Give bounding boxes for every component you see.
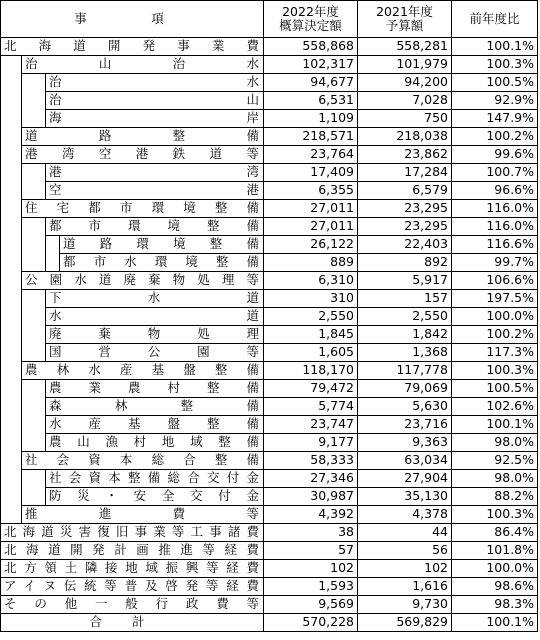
value-2022: 6,355	[264, 182, 358, 200]
ratio-value: 116.0%	[452, 218, 538, 236]
table-row	[1, 344, 538, 362]
total-label: 合計	[1, 614, 264, 632]
table-row	[1, 182, 538, 200]
table-row	[1, 398, 538, 416]
value-2021: 94,200	[358, 74, 452, 92]
ratio-value: 147.9%	[452, 110, 538, 128]
row-name: 治山	[46, 92, 264, 110]
value-2021: 750	[358, 110, 452, 128]
ratio-value: 98.3%	[452, 596, 538, 614]
row-name: 防災・安全交付金	[46, 488, 264, 506]
value-2022: 23,764	[264, 146, 358, 164]
row-name: 北海道災害復旧事業等工事諸費	[1, 524, 264, 542]
value-2021: 17,284	[358, 164, 452, 182]
ratio-value: 106.6%	[452, 272, 538, 290]
value-2021: 101,979	[358, 56, 452, 74]
table-row	[1, 128, 538, 146]
value-2022: 1,845	[264, 326, 358, 344]
row-name: 治山治水	[22, 56, 264, 74]
ratio-value: 86.4%	[452, 524, 538, 542]
ratio-value: 96.6%	[452, 182, 538, 200]
ratio-value: 100.1%	[452, 614, 538, 632]
value-2021: 1,368	[358, 344, 452, 362]
ratio-value: 100.0%	[452, 560, 538, 578]
ratio-value: 197.5%	[452, 290, 538, 308]
value-2021: 4,378	[358, 506, 452, 524]
value-2022: 570,228	[264, 614, 358, 632]
value-2022: 17,409	[264, 164, 358, 182]
indent-spacer	[22, 74, 46, 128]
table-row	[1, 452, 538, 470]
ratio-value: 100.3%	[452, 362, 538, 380]
table-row	[1, 542, 538, 560]
value-2022: 889	[264, 254, 358, 272]
table-row	[1, 524, 538, 542]
ratio-value: 100.2%	[452, 128, 538, 146]
value-2021: 23,716	[358, 416, 452, 434]
table-row	[1, 74, 538, 92]
row-name: 北海道開発計画推進等経費	[1, 542, 264, 560]
table-row	[1, 362, 538, 380]
value-2021: 23,862	[358, 146, 452, 164]
row-name: 海岸	[46, 110, 264, 128]
value-2021: 6,579	[358, 182, 452, 200]
value-2021: 23,295	[358, 200, 452, 218]
table-row	[1, 236, 538, 254]
value-2021: 1,842	[358, 326, 452, 344]
ratio-value: 102.6%	[452, 398, 538, 416]
row-name: 農業農村整備	[46, 380, 264, 398]
table-row	[1, 380, 538, 398]
row-name: 治水	[46, 74, 264, 92]
value-2022: 218,571	[264, 128, 358, 146]
value-2022: 102	[264, 560, 358, 578]
value-2021: 218,038	[358, 128, 452, 146]
value-2022: 23,747	[264, 416, 358, 434]
indent-spacer	[46, 236, 60, 272]
value-2022: 27,011	[264, 218, 358, 236]
value-2021: 79,069	[358, 380, 452, 398]
header-row	[1, 1, 538, 38]
table-row	[1, 560, 538, 578]
value-2022: 102,317	[264, 56, 358, 74]
value-2022: 310	[264, 290, 358, 308]
row-name: 道路環境整備	[60, 236, 264, 254]
value-2022: 26,122	[264, 236, 358, 254]
row-name: 下水道	[46, 290, 264, 308]
ratio-value: 101.8%	[452, 542, 538, 560]
value-2022: 94,677	[264, 74, 358, 92]
table-row	[1, 218, 538, 236]
table-row	[1, 308, 538, 326]
value-2022: 6,310	[264, 272, 358, 290]
value-2021: 117,778	[358, 362, 452, 380]
value-2022: 4,392	[264, 506, 358, 524]
indent-spacer	[22, 380, 46, 452]
value-2021: 569,829	[358, 614, 452, 632]
row-name: 農林水産基盤整備	[22, 362, 264, 380]
ratio-value: 100.0%	[452, 308, 538, 326]
row-name: 社会資本整備総合交付金	[46, 470, 264, 488]
value-2022: 5,774	[264, 398, 358, 416]
value-2021: 56	[358, 542, 452, 560]
ratio-value: 117.3%	[452, 344, 538, 362]
ratio-value: 98.0%	[452, 470, 538, 488]
header-2021: 2021年度 予算額	[358, 1, 452, 38]
value-2022: 57	[264, 542, 358, 560]
value-2022: 27,346	[264, 470, 358, 488]
ratio-value: 99.6%	[452, 146, 538, 164]
row-name: 水道	[46, 308, 264, 326]
row-name: 都市環境整備	[46, 218, 264, 236]
ratio-value: 92.9%	[452, 92, 538, 110]
ratio-value: 100.1%	[452, 416, 538, 434]
table-row	[1, 488, 538, 506]
ratio-value: 99.7%	[452, 254, 538, 272]
table-row	[1, 56, 538, 74]
row-name: 社会資本総合整備	[22, 452, 264, 470]
value-2022: 6,531	[264, 92, 358, 110]
row-name: 推進費等	[22, 506, 264, 524]
row-name: 国営公園等	[46, 344, 264, 362]
table-row	[1, 596, 538, 614]
value-2021: 27,904	[358, 470, 452, 488]
value-2022: 558,868	[264, 38, 358, 56]
ratio-value: 100.2%	[452, 326, 538, 344]
header-ratio: 前年度比	[452, 1, 538, 38]
ratio-value: 100.3%	[452, 56, 538, 74]
value-2021: 9,363	[358, 434, 452, 452]
table-row	[1, 290, 538, 308]
value-2022: 118,170	[264, 362, 358, 380]
ratio-value: 92.5%	[452, 452, 538, 470]
value-2022: 30,987	[264, 488, 358, 506]
value-2022: 58,333	[264, 452, 358, 470]
table-row	[1, 434, 538, 452]
value-2021: 5,630	[358, 398, 452, 416]
value-2022: 1,593	[264, 578, 358, 596]
table-row	[1, 254, 538, 272]
row-name: 住宅都市環境整備	[22, 200, 264, 218]
table-row	[1, 110, 538, 128]
ratio-value: 100.7%	[452, 164, 538, 182]
row-name: 空港	[46, 182, 264, 200]
indent-spacer	[22, 290, 46, 362]
row-name: 北海道開発事業費	[1, 38, 264, 56]
indent-spacer	[22, 218, 46, 272]
ratio-value: 100.5%	[452, 380, 538, 398]
row-name: 廃棄物処理	[46, 326, 264, 344]
value-2022: 2,550	[264, 308, 358, 326]
table-row	[1, 416, 538, 434]
value-2021: 558,281	[358, 38, 452, 56]
table-row	[1, 326, 538, 344]
table-row	[1, 92, 538, 110]
value-2021: 23,295	[358, 218, 452, 236]
value-2022: 79,472	[264, 380, 358, 398]
value-2022: 9,177	[264, 434, 358, 452]
value-2021: 44	[358, 524, 452, 542]
indent-spacer	[22, 164, 46, 200]
value-2021: 7,028	[358, 92, 452, 110]
ratio-value: 100.3%	[452, 506, 538, 524]
value-2021: 5,917	[358, 272, 452, 290]
value-2021: 2,550	[358, 308, 452, 326]
indent-spacer	[22, 470, 46, 506]
value-2021: 22,403	[358, 236, 452, 254]
value-2022: 38	[264, 524, 358, 542]
table-row	[1, 272, 538, 290]
value-2021: 63,034	[358, 452, 452, 470]
table-row	[1, 146, 538, 164]
row-name: アイヌ伝統等普及啓発等経費	[1, 578, 264, 596]
ratio-value: 116.0%	[452, 200, 538, 218]
ratio-value: 100.1%	[452, 38, 538, 56]
header-item: 事 項	[1, 1, 264, 38]
row-name: 港湾	[46, 164, 264, 182]
value-2021: 1,616	[358, 578, 452, 596]
value-2022: 9,569	[264, 596, 358, 614]
row-name: 農山漁村地域整備	[46, 434, 264, 452]
value-2022: 1,109	[264, 110, 358, 128]
table-row	[1, 470, 538, 488]
total-row	[1, 614, 538, 632]
table-row	[1, 200, 538, 218]
row-name: 公園水道廃棄物処理等	[22, 272, 264, 290]
value-2022: 27,011	[264, 200, 358, 218]
value-2021: 35,130	[358, 488, 452, 506]
value-2021: 892	[358, 254, 452, 272]
ratio-value: 98.0%	[452, 434, 538, 452]
value-2021: 157	[358, 290, 452, 308]
row-name: 都市水環境整備	[60, 254, 264, 272]
ratio-value: 98.6%	[452, 578, 538, 596]
row-name: その他一般行政費等	[1, 596, 264, 614]
row-name: 水産基盤整備	[46, 416, 264, 434]
row-name: 港湾空港鉄道等	[22, 146, 264, 164]
value-2021: 102	[358, 560, 452, 578]
indent-spacer	[1, 56, 22, 524]
value-2022: 1,605	[264, 344, 358, 362]
table-row	[1, 38, 538, 56]
header-2022: 2022年度 概算決定額	[264, 1, 358, 38]
table-row	[1, 506, 538, 524]
row-name: 道路整備	[22, 128, 264, 146]
ratio-value: 88.2%	[452, 488, 538, 506]
ratio-value: 100.5%	[452, 74, 538, 92]
ratio-value: 116.6%	[452, 236, 538, 254]
row-name: 北方領土隣接地域振興等経費	[1, 560, 264, 578]
value-2021: 9,730	[358, 596, 452, 614]
table-row	[1, 164, 538, 182]
table-row	[1, 578, 538, 596]
row-name: 森林整備	[46, 398, 264, 416]
